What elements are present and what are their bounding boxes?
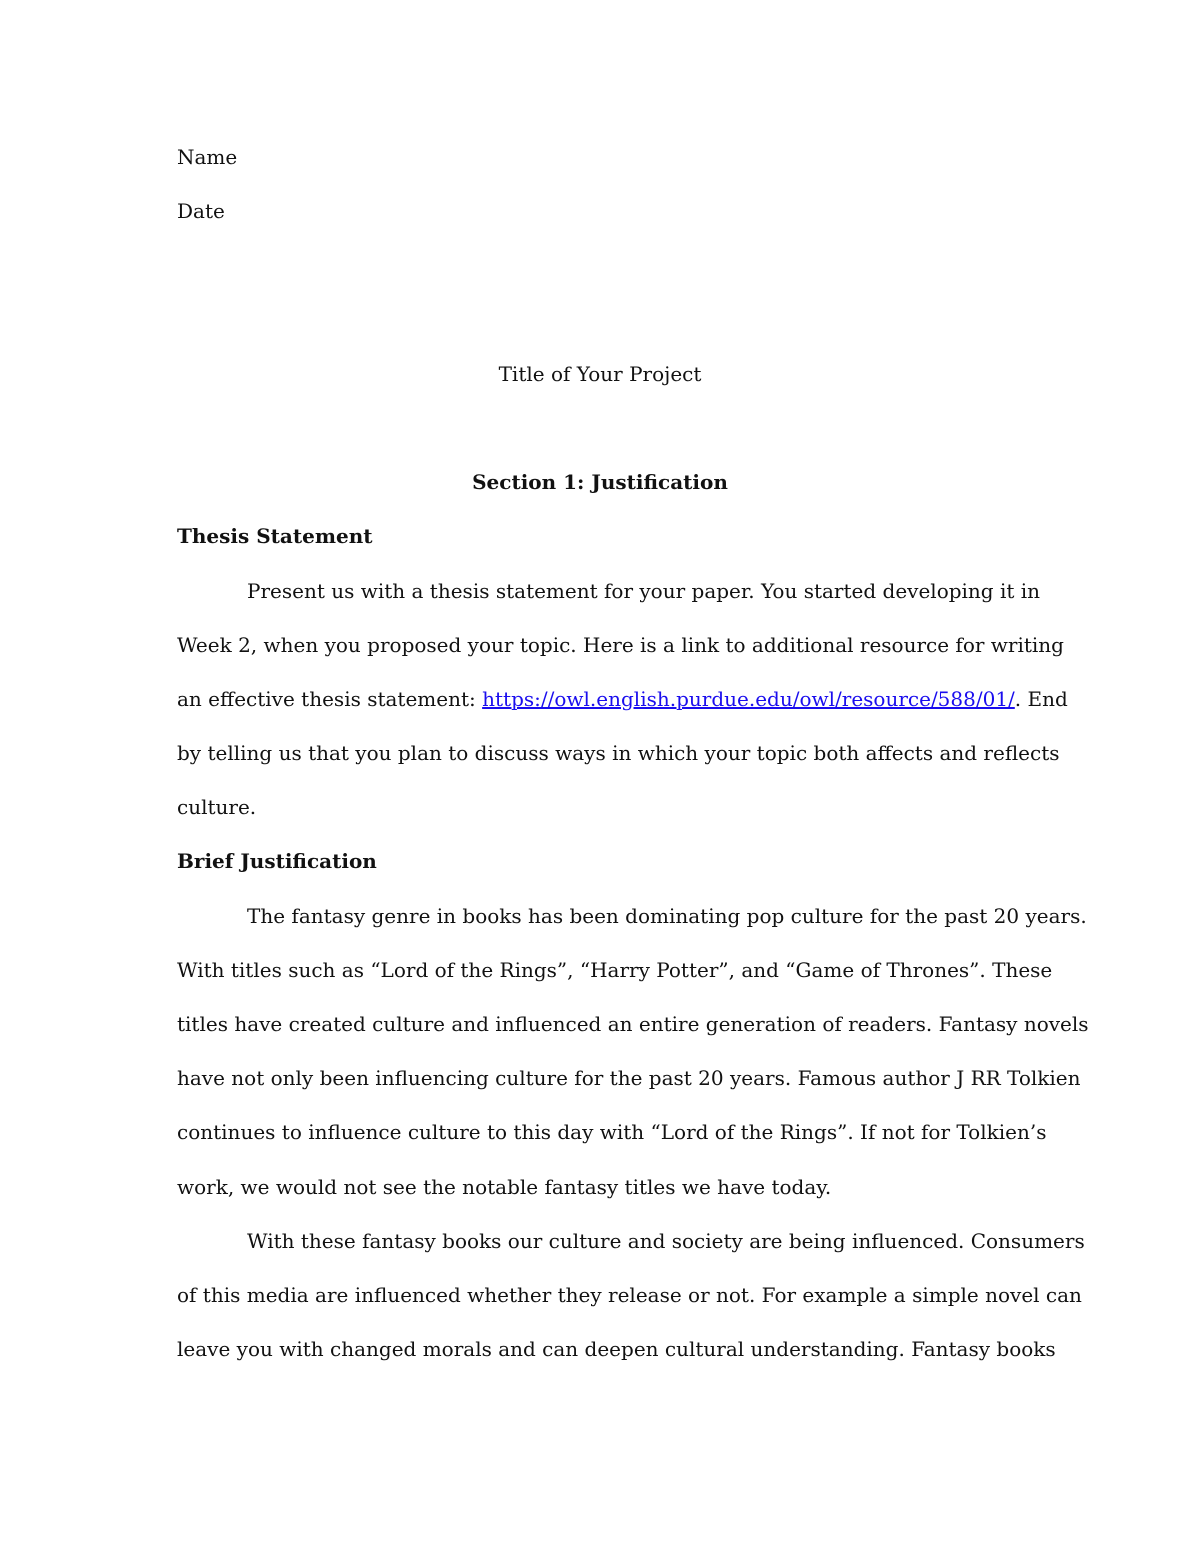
blank-line: [177, 401, 1023, 455]
paragraph-line: leave you with changed morals and can deepen cultural understanding. Fantasy books: [177, 1337, 1056, 1362]
paragraph-line: have not only been influencing culture for the past 20 years. Famous author J RR Tolkien: [177, 1066, 1081, 1091]
paragraph-line: continues to influence culture to this day with “Lord of the Rings”. If not for Tolkien’s: [177, 1120, 1047, 1145]
thesis-line: [177, 672, 1068, 726]
paragraph-line: work, we would not see the notable fantasy titles we have today.: [177, 1174, 832, 1199]
paragraph-line: The fantasy genre in books has been dominating pop culture for the past 20 years.: [247, 903, 1087, 928]
justification-paragraph-2: [177, 1214, 1085, 1377]
student-name: Name: [177, 145, 238, 169]
project-title: Title of Your Project: [498, 361, 702, 386]
thesis-line: culture.: [177, 795, 257, 820]
section-heading: Section 1: Justification: [472, 470, 728, 495]
thesis-text: . End: [1014, 686, 1068, 711]
thesis-line: Present us with a thesis statement for your paper. You started developing it in: [247, 578, 1041, 603]
blank-line: [177, 238, 1023, 292]
thesis-paragraph: [177, 564, 1068, 835]
justification-heading: Brief Justification: [177, 849, 377, 874]
paragraph-line: of this media are influenced whether they release or not. For example a simple novel can: [177, 1282, 1082, 1307]
thesis-line: Week 2, when you proposed your topic. Here is a link to additional resource for writing: [177, 632, 1064, 657]
justification-paragraph-1: [177, 889, 1089, 1214]
document-body: [177, 130, 1089, 1376]
thesis-text: an effective thesis statement:: [177, 686, 483, 711]
paragraph-line: With these fantasy books our culture and society are being influenced. Consumers: [247, 1228, 1085, 1253]
thesis-line: by telling us that you plan to discuss ways in which your topic both affects and reflects: [177, 741, 1060, 766]
paragraph-line: titles have created culture and influenced an entire generation of readers. Fantasy novels: [177, 1012, 1089, 1036]
thesis-heading: Thesis Statement: [177, 524, 373, 549]
purdue-owl-link[interactable]: https://owl.english.purdue.edu/owl/resource/588/01/: [482, 686, 1015, 711]
blank-line: [177, 293, 1023, 347]
paragraph-line: With titles such as “Lord of the Rings”, “Harry Potter”, and “Game of Thrones”. These: [177, 957, 1053, 982]
document-date: Date: [177, 199, 225, 224]
